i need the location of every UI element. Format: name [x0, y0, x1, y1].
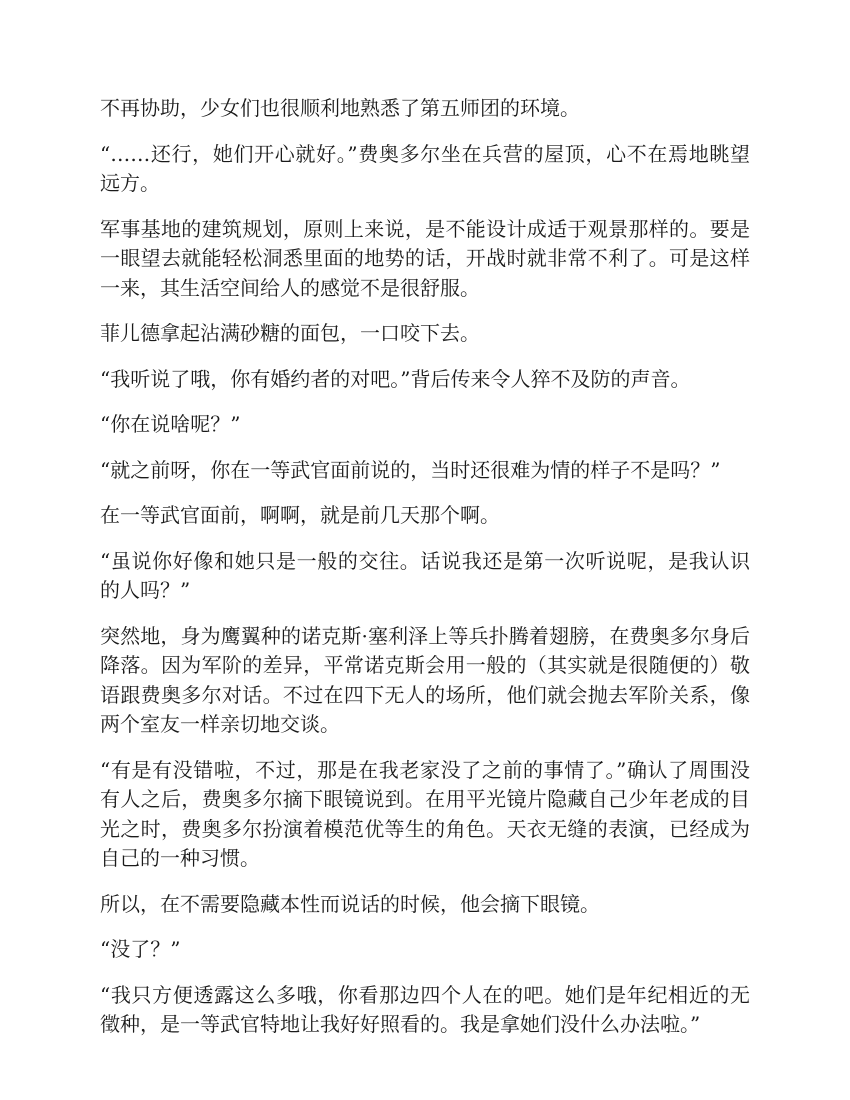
paragraph: 不再协助，少女们也很顺利地熟悉了第五师团的环境。	[100, 96, 580, 120]
paragraph: “虽说你好像和她只是一般的交往。话说我还是第一次听说呢，是我认识的人吗？”	[100, 548, 750, 602]
paragraph: “没了？”	[100, 937, 181, 961]
paragraph: “你在说啥呢？”	[100, 412, 241, 436]
paragraph: 所以，在不需要隐藏本性而说话的时候，他会摘下眼镜。	[100, 891, 600, 916]
paragraph: “有是有没错啦，不过，那是在我老家没了之前的事情了。”确认了周围没有人之后，费奥多尔摘下眼镜说到。在用平光镜片隐藏自己少年老成的目光之时，费奥多尔扮演着模范优等生的角色。天衣无缝的表演，已经成为自己的一种习惯。	[100, 757, 750, 870]
paragraph: 在一等武官面前，啊啊，就是前几天那个啊。	[100, 503, 500, 527]
document-page	[100, 94, 750, 1056]
paragraph: “我听说了哦，你有婚约者的对吧。”背后传来令人猝不及防的声音。	[100, 366, 691, 391]
paragraph: 军事基地的建筑规划，原则上来说，是不能设计成适于观景那样的。要是一眼望去就能轻松洞悉里面的地势的话，开战时就非常不利了。可是这样一来，其生活空间给人的感觉不是很舒服。	[100, 216, 750, 300]
paragraph: “……还行，她们开心就好。”费奥多尔坐在兵营的屋顶，心不在焉地眺望远方。	[100, 141, 750, 195]
paragraph: 突然地，身为鹰翼种的诺克斯·塞利泽上等兵扑腾着翅膀，在费奥多尔身后降落。因为军阶的差异，平常诺克斯会用一般的（其实就是很随便的）敬语跟费奥多尔对话。不过在四下无人的场所，他们就会抛去军阶关系，像两个室友一样亲切地交谈。	[100, 623, 750, 736]
paragraph: “我只方便透露这么多哦，你看那边四个人在的吧。她们是年纪相近的无徵种，是一等武官特地让我好好照看的。我是拿她们没什么办法啦。”	[100, 982, 750, 1036]
paragraph: 菲儿德拿起沾满砂糖的面包，一口咬下去。	[100, 321, 480, 345]
paragraph: “就之前呀，你在一等武官面前说的，当时还很难为情的样子不是吗？”	[100, 457, 721, 482]
